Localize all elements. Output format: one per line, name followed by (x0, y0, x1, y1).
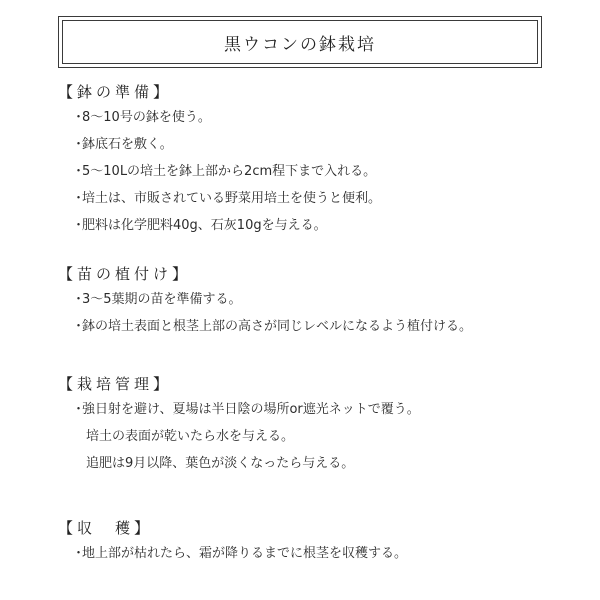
title-inner-frame (62, 20, 538, 64)
section-cultivation-management (58, 372, 578, 477)
page-title: 黒ウコンの鉢栽培 (224, 34, 376, 55)
bullet-mark: ・ (72, 191, 86, 206)
list-item-text: 5～10Lの培土を鉢上部から2cm程下まで入れる。 (82, 164, 377, 179)
bullet-mark: ・ (72, 292, 86, 307)
section-harvest (58, 516, 578, 567)
bullet-mark: ・ (72, 110, 86, 125)
list-item (58, 396, 578, 423)
list-item-text: 追肥は9月以降、葉色が淡くなったら与える。 (86, 456, 355, 471)
bullet-mark: ・ (72, 319, 86, 334)
list-item (58, 423, 578, 450)
list-item (58, 450, 578, 477)
list-item (58, 104, 578, 131)
list-item (58, 158, 578, 185)
list-item-text: 培土は、市販されている野菜用培土を使うと便利。 (82, 191, 382, 206)
bullet-mark: ・ (72, 164, 86, 179)
list-item (58, 540, 578, 567)
list-item (58, 212, 578, 239)
section-heading: 【苗の植付け】 (58, 265, 192, 283)
bullet-mark: ・ (72, 546, 86, 561)
list-item-text: 地上部が枯れたら、霜が降りるまでに根茎を収穫する。 (82, 546, 408, 561)
list-item-text: 3～5葉期の苗を準備する。 (82, 292, 242, 307)
bullet-mark: ・ (72, 137, 86, 152)
list-item-text: 強日射を避け、夏場は半日陰の場所or遮光ネットで覆う。 (82, 402, 420, 417)
list-item-text: 肥料は化学肥料40g、石灰10gを与える。 (82, 218, 327, 233)
list-item (58, 185, 578, 212)
section-pot-preparation (58, 80, 578, 239)
bullet-mark: ・ (72, 402, 86, 417)
list-item-text: 8～10号の鉢を使う。 (82, 110, 211, 125)
title-frame (58, 16, 542, 68)
list-item-text: 培土の表面が乾いたら水を与える。 (86, 429, 295, 444)
list-item (58, 131, 578, 158)
section-heading: 【栽培管理】 (58, 375, 173, 393)
list-item-text: 鉢の培土表面と根茎上部の高さが同じレベルになるよう植付ける。 (82, 319, 473, 334)
section-heading: 【鉢の準備】 (58, 83, 173, 101)
section-heading: 【収 穫】 (58, 519, 154, 537)
list-item (58, 286, 578, 313)
section-seedling-planting (58, 262, 578, 340)
list-item-text: 鉢底石を敷く。 (82, 137, 173, 152)
bullet-mark: ・ (72, 218, 86, 233)
list-item (58, 313, 578, 340)
